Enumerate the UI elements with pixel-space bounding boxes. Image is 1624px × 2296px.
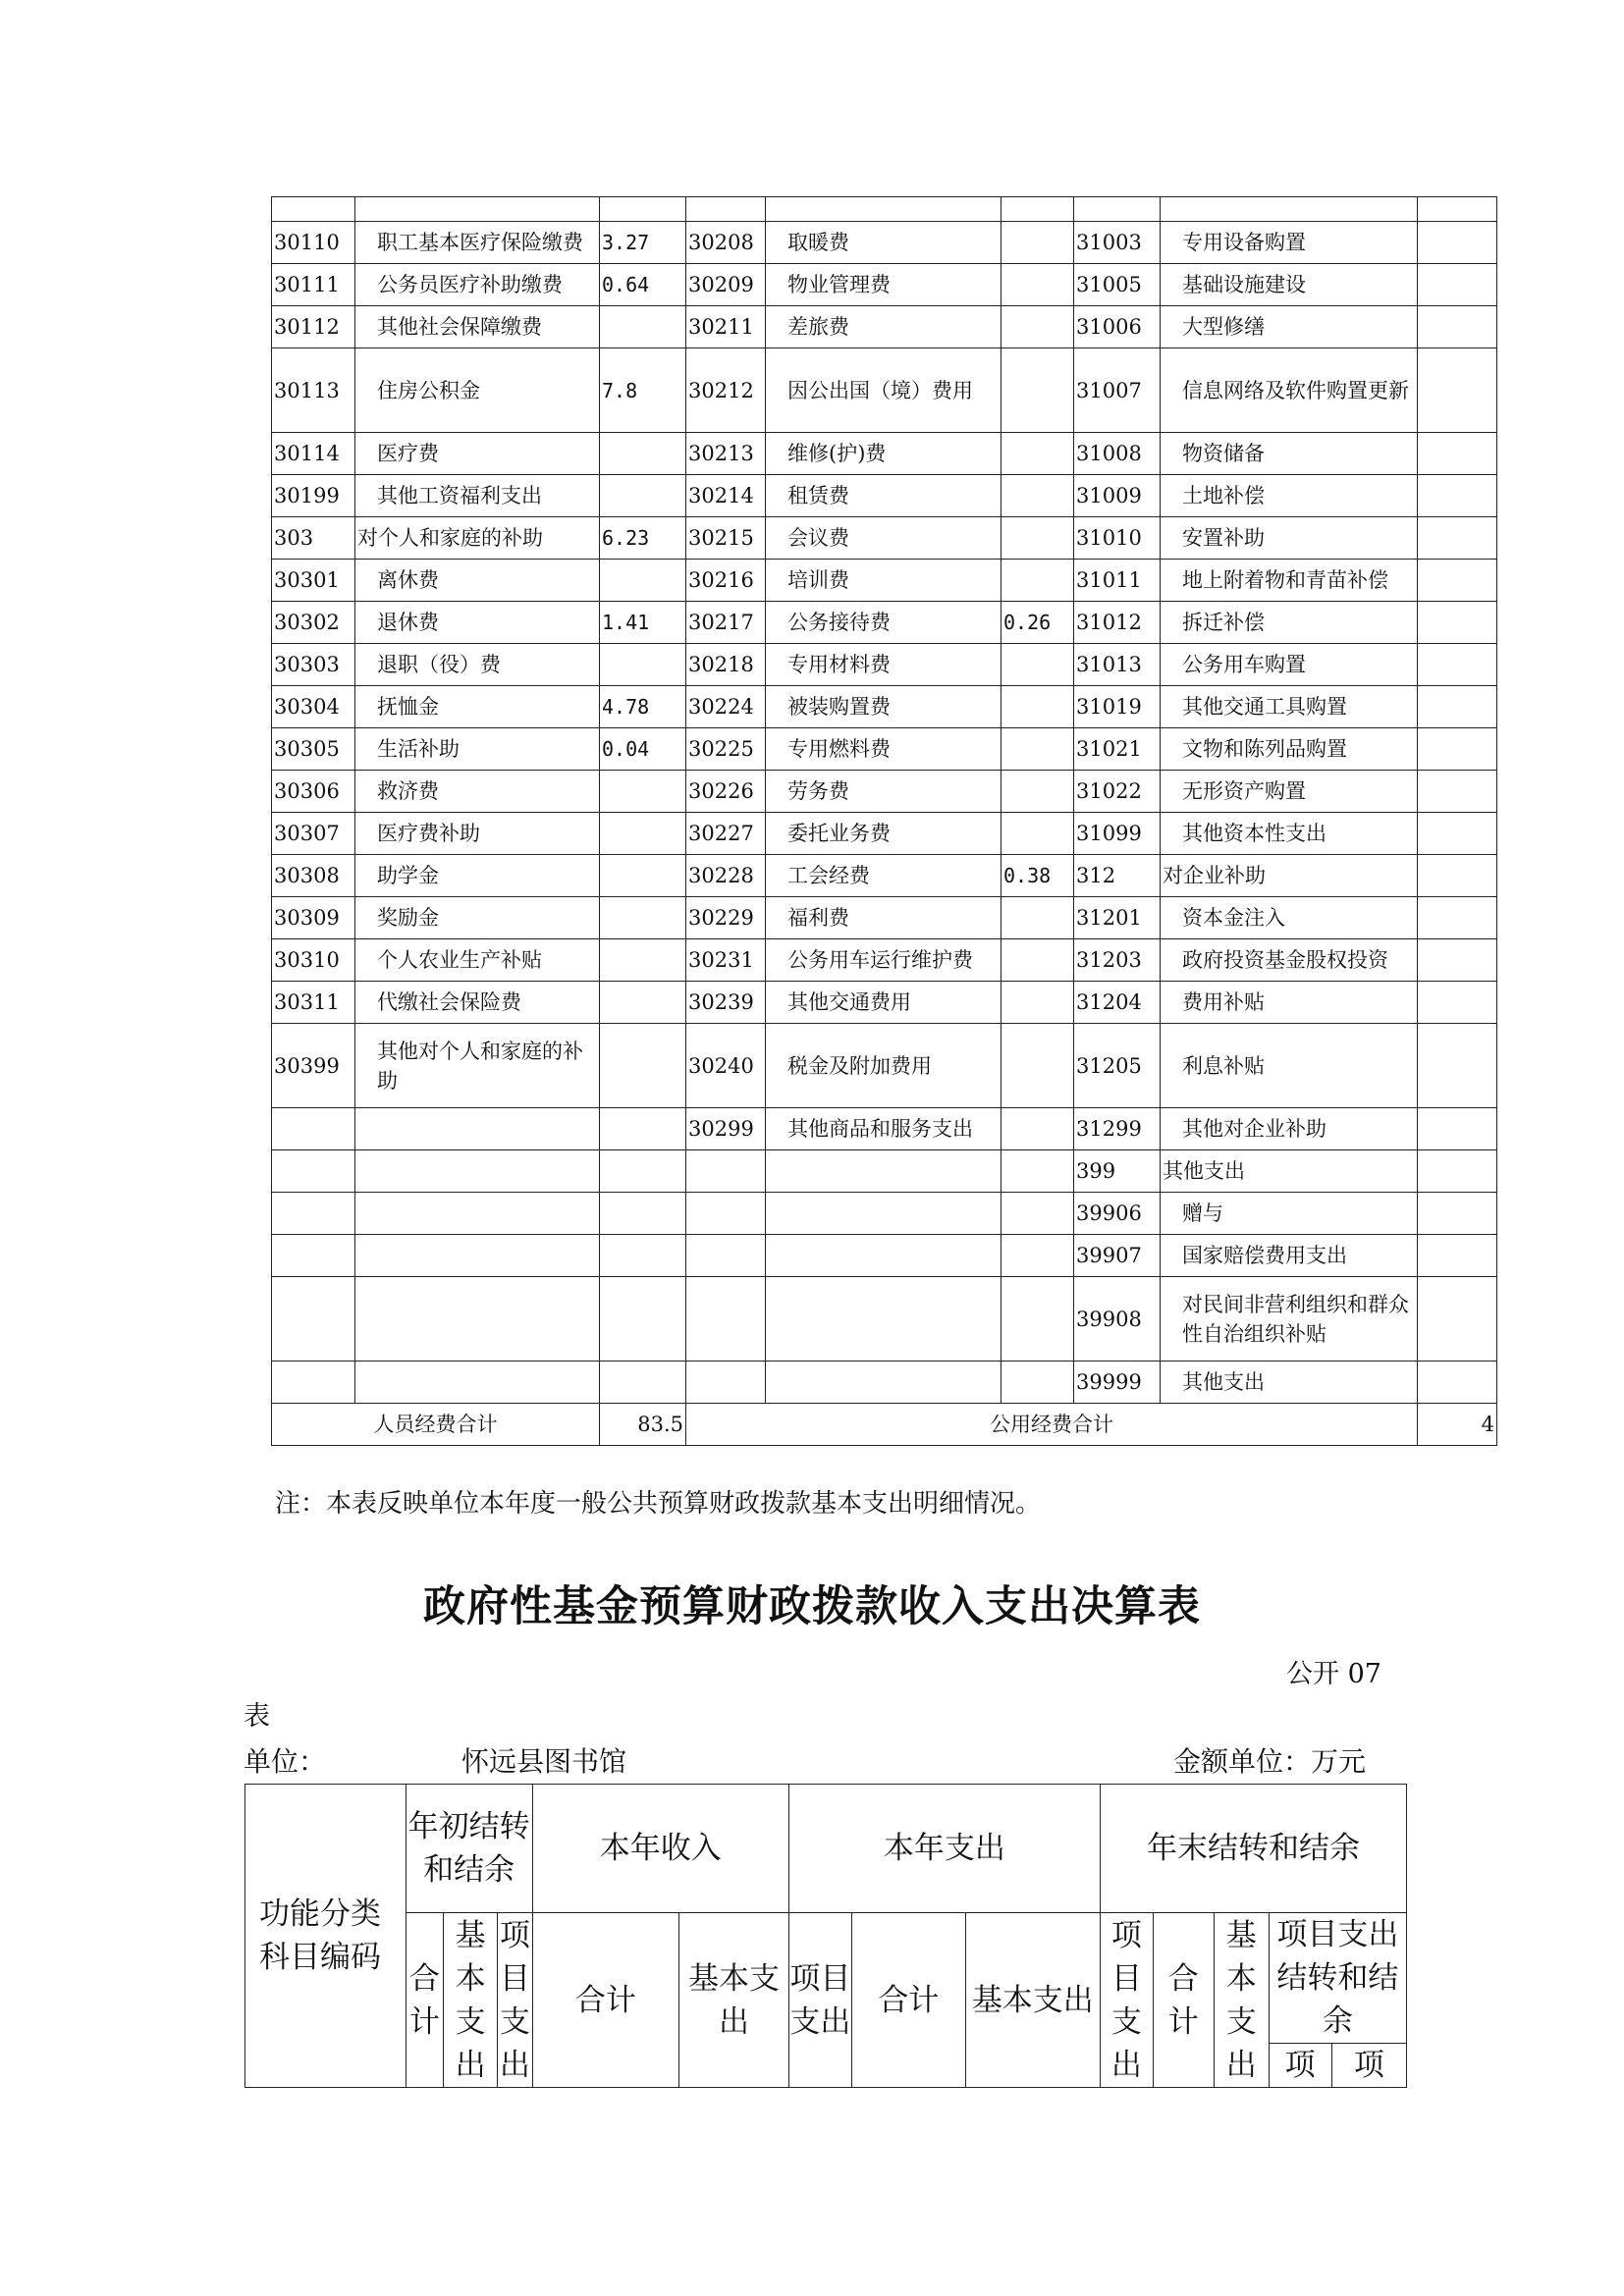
code-cell: 30309 [272,897,355,939]
amount-cell [600,813,686,855]
code-cell: 31013 [1074,644,1161,686]
name-cell: 其他支出 [1161,1150,1418,1193]
header-row-2 [245,1913,1407,2044]
amount-cell [1418,1150,1497,1193]
amount-cell [1001,1150,1074,1193]
code-cell: 30301 [272,560,355,602]
name-cell: 对民间非营利组织和群众性自治组织补贴 [1161,1277,1418,1362]
name-cell: 资本金注入 [1161,897,1418,939]
code-cell: 30199 [272,475,355,517]
header-expense-project: 项目支出 [788,1913,851,2088]
code-cell: 30211 [686,306,766,348]
code-cell: 30110 [272,222,355,264]
name-cell: 维修(护)费 [766,433,1001,475]
table-row [272,197,1497,222]
table-row [272,348,1497,433]
amount-cell [1001,1277,1074,1362]
table-body [272,197,1497,1446]
header-closing-total: 合计 [1153,1913,1214,2088]
header-opening: 年初结转和结余 [406,1785,532,1913]
amount-cell [1418,939,1497,982]
name-cell: 信息网络及软件购置更新 [1161,348,1418,433]
header-row-1 [245,1785,1407,1913]
amount-cell [1001,1193,1074,1235]
amount-cell [1001,644,1074,686]
amount-cell [1418,475,1497,517]
code-cell [686,1150,766,1193]
code-cell: 31007 [1074,348,1161,433]
name-cell: 其他对企业补助 [1161,1108,1418,1150]
name-cell [355,1277,600,1362]
code-cell: 30225 [686,728,766,771]
public-total-label: 公用经费合计 [686,1404,1418,1446]
amount-cell [1001,1362,1074,1404]
amount-cell [1001,560,1074,602]
code-cell: 30231 [686,939,766,982]
name-cell [766,1235,1001,1277]
amount-cell [1418,982,1497,1024]
amount-cell [1418,306,1497,348]
amount-cell [1418,517,1497,560]
code-cell: 39907 [1074,1235,1161,1277]
public-total-value: 4 [1418,1404,1497,1446]
header-code: 功能分类科目编码 [245,1785,406,2088]
code-cell: 30305 [272,728,355,771]
amount-cell [600,1024,686,1108]
code-cell: 31006 [1074,306,1161,348]
header-opening-total: 合计 [406,1913,444,2088]
header-opening-project: 项目支出 [498,1913,533,2088]
name-cell: 对个人和家庭的补助 [355,517,600,560]
code-cell [272,1277,355,1362]
code-cell: 30304 [272,686,355,728]
name-cell: 拆迁补偿 [1161,602,1418,644]
code-cell: 30113 [272,348,355,433]
header-closing: 年末结转和结余 [1100,1785,1406,1913]
table-row [272,602,1497,644]
amount-cell [1001,813,1074,855]
amount-cell [600,982,686,1024]
code-cell: 31011 [1074,560,1161,602]
amount-cell [600,644,686,686]
code-cell: 30240 [686,1024,766,1108]
amount-cell [1001,306,1074,348]
name-cell: 公务用车购置 [1161,644,1418,686]
code-cell: 31012 [1074,602,1161,644]
name-cell: 基础设施建设 [1161,264,1418,306]
amount-cell [1418,433,1497,475]
amount-cell [1418,1024,1497,1108]
code-cell [686,1193,766,1235]
code-cell: 31008 [1074,433,1161,475]
code-cell: 30224 [686,686,766,728]
table-row [272,982,1497,1024]
table-row [272,813,1497,855]
amount-cell [1001,475,1074,517]
amount-cell [600,1150,686,1193]
header-expense-total: 合计 [851,1913,965,2088]
header-closing-basic: 基本支出 [1214,1913,1269,2088]
name-cell: 公务员医疗补助缴费 [355,264,600,306]
form-number-suffix: 表 [244,1701,270,1732]
name-cell: 安置补助 [1161,517,1418,560]
code-cell: 30303 [272,644,355,686]
name-cell: 生活补助 [355,728,600,771]
amount-cell [600,306,686,348]
code-cell: 30299 [686,1108,766,1150]
name-cell: 利息补贴 [1161,1024,1418,1108]
name-cell: 租赁费 [766,475,1001,517]
amount-cell [1418,855,1497,897]
money-unit: 金额单位：万元 [1173,1745,1367,1778]
code-cell: 303 [272,517,355,560]
amount-cell [1418,222,1497,264]
code-cell: 31203 [1074,939,1161,982]
unit-name: 怀远县图书馆 [461,1745,627,1778]
personnel-total-value: 83.5 [600,1404,686,1446]
name-cell: 其他商品和服务支出 [766,1108,1001,1150]
code-cell: 31205 [1074,1024,1161,1108]
name-cell: 公务用车运行维护费 [766,939,1001,982]
code-cell: 30112 [272,306,355,348]
amount-cell [1001,686,1074,728]
table-row [272,222,1497,264]
amount-cell [1418,771,1497,813]
name-cell: 无形资产购置 [1161,771,1418,813]
name-cell: 会议费 [766,517,1001,560]
table-row [272,306,1497,348]
code-cell: 39999 [1074,1362,1161,1404]
name-cell: 对企业补助 [1161,855,1418,897]
amount-cell [1418,560,1497,602]
code-cell: 31299 [1074,1108,1161,1150]
name-cell: 奖励金 [355,897,600,939]
basic-expenditure-detail-table [271,196,1497,1446]
name-cell: 职工基本医疗保险缴费 [355,222,600,264]
name-cell [766,1362,1001,1404]
table-row [272,855,1497,897]
name-cell: 专用材料费 [766,644,1001,686]
code-cell: 30239 [686,982,766,1024]
name-cell [355,1235,600,1277]
name-cell: 退休费 [355,602,600,644]
table-row [272,1193,1497,1235]
header-item-2: 项 [1331,2044,1406,2088]
amount-cell [1418,264,1497,306]
table-row [272,897,1497,939]
code-cell: 31099 [1074,813,1161,855]
amount-cell [600,433,686,475]
code-cell: 30209 [686,264,766,306]
amount-cell [1418,897,1497,939]
name-cell: 其他对个人和家庭的补助 [355,1024,600,1108]
amount-cell [1001,433,1074,475]
name-cell [766,1277,1001,1362]
code-cell: 30229 [686,897,766,939]
code-cell: 39906 [1074,1193,1161,1235]
amount-cell [1001,517,1074,560]
amount-cell [600,475,686,517]
code-cell: 31005 [1074,264,1161,306]
name-cell: 公务接待费 [766,602,1001,644]
name-cell: 代缴社会保险费 [355,982,600,1024]
name-cell: 工会经费 [766,855,1001,897]
name-cell [766,1150,1001,1193]
amount-cell: 4.78 [600,686,686,728]
code-cell: 30399 [272,1024,355,1108]
amount-cell [600,897,686,939]
name-cell: 其他工资福利支出 [355,475,600,517]
total-row [272,1404,1497,1446]
code-cell [272,1235,355,1277]
table-row [272,517,1497,560]
code-cell: 30114 [272,433,355,475]
name-cell: 个人农业生产补贴 [355,939,600,982]
amount-cell [1001,264,1074,306]
code-cell [272,1150,355,1193]
name-cell: 助学金 [355,855,600,897]
amount-cell [1418,644,1497,686]
amount-cell [1418,1235,1497,1277]
code-cell: 30228 [686,855,766,897]
code-cell: 30111 [272,264,355,306]
amount-cell [1418,1362,1497,1404]
table-row [272,728,1497,771]
code-cell: 30310 [272,939,355,982]
name-cell: 劳务费 [766,771,1001,813]
code-cell: 39908 [1074,1277,1161,1362]
name-cell: 福利费 [766,897,1001,939]
header-income-total: 合计 [532,1913,678,2088]
amount-cell: 7.8 [600,348,686,433]
table-row [272,264,1497,306]
name-cell: 国家赔偿费用支出 [1161,1235,1418,1277]
name-cell: 因公出国（境）费用 [766,348,1001,433]
name-cell: 取暖费 [766,222,1001,264]
table-row [272,1024,1497,1108]
code-cell: 31019 [1074,686,1161,728]
amount-cell [1001,1108,1074,1150]
name-cell [355,1108,600,1150]
table-row [272,939,1497,982]
name-cell: 其他资本性支出 [1161,813,1418,855]
amount-cell [600,1108,686,1150]
name-cell: 退职（役）费 [355,644,600,686]
table-row [272,1150,1497,1193]
name-cell [355,1150,600,1193]
amount-cell [600,855,686,897]
amount-cell [1001,1024,1074,1108]
amount-cell [1418,602,1497,644]
name-cell: 文物和陈列品购置 [1161,728,1418,771]
code-cell: 31021 [1074,728,1161,771]
code-cell: 30311 [272,982,355,1024]
header-closing-project: 项目支出 [1100,1913,1153,2088]
header-opening-basic: 基本支出 [444,1913,498,2088]
code-cell: 30216 [686,560,766,602]
code-cell [272,1362,355,1404]
name-cell: 住房公积金 [355,348,600,433]
code-cell: 31010 [1074,517,1161,560]
name-cell: 其他交通工具购置 [1161,686,1418,728]
code-cell: 30302 [272,602,355,644]
table-row [272,433,1497,475]
table-row [272,686,1497,728]
name-cell: 培训费 [766,560,1001,602]
table-row [272,1362,1497,1404]
header-expense: 本年支出 [788,1785,1100,1913]
code-cell: 30307 [272,813,355,855]
unit-label: 单位： [244,1745,327,1778]
header-closing-project-carry: 项目支出结转和结余 [1269,1913,1406,2044]
amount-cell [1001,348,1074,433]
amount-cell [1418,813,1497,855]
code-cell: 399 [1074,1150,1161,1193]
amount-cell: 3.27 [600,222,686,264]
amount-cell [600,1362,686,1404]
name-cell: 被装购置费 [766,686,1001,728]
code-cell: 30226 [686,771,766,813]
code-cell [686,1362,766,1404]
code-cell: 30217 [686,602,766,644]
amount-cell [1418,1193,1497,1235]
code-cell: 30306 [272,771,355,813]
amount-cell [600,1235,686,1277]
code-cell: 30214 [686,475,766,517]
table-row [272,1235,1497,1277]
name-cell: 离休费 [355,560,600,602]
name-cell: 地上附着物和青苗补偿 [1161,560,1418,602]
amount-cell [1418,1277,1497,1362]
name-cell: 医疗费 [355,433,600,475]
amount-cell [1001,222,1074,264]
amount-cell [1418,348,1497,433]
amount-cell [1001,728,1074,771]
name-cell: 物资储备 [1161,433,1418,475]
code-cell: 30227 [686,813,766,855]
code-cell: 31204 [1074,982,1161,1024]
code-cell: 30213 [686,433,766,475]
name-cell: 赠与 [1161,1193,1418,1235]
header-income: 本年收入 [532,1785,788,1913]
name-cell: 大型修缮 [1161,306,1418,348]
government-fund-budget-table [244,1784,1407,2088]
code-cell: 30218 [686,644,766,686]
name-cell: 专用设备购置 [1161,222,1418,264]
name-cell: 其他支出 [1161,1362,1418,1404]
amount-cell [600,939,686,982]
name-cell: 专用燃料费 [766,728,1001,771]
name-cell: 救济费 [355,771,600,813]
code-cell: 31022 [1074,771,1161,813]
amount-cell: 0.26 [1001,602,1074,644]
name-cell: 政府投资基金股权投资 [1161,939,1418,982]
table-row [272,475,1497,517]
code-cell: 31201 [1074,897,1161,939]
personnel-total-label: 人员经费合计 [272,1404,600,1446]
table-note: 注：本表反映单位本年度一般公共预算财政拨款基本支出明细情况。 [275,1489,1042,1519]
code-cell: 30212 [686,348,766,433]
amount-cell: 1.41 [600,602,686,644]
code-cell [272,1193,355,1235]
amount-cell [1001,771,1074,813]
amount-cell: 6.23 [600,517,686,560]
code-cell: 30215 [686,517,766,560]
name-cell [355,1193,600,1235]
code-cell [686,1235,766,1277]
name-cell: 其他社会保障缴费 [355,306,600,348]
header-expense-basic: 基本支出 [965,1913,1100,2088]
header-item-1: 项 [1269,2044,1331,2088]
amount-cell [1418,728,1497,771]
amount-cell: 0.04 [600,728,686,771]
name-cell: 其他交通费用 [766,982,1001,1024]
code-cell: 31003 [1074,222,1161,264]
name-cell: 医疗费补助 [355,813,600,855]
amount-cell [600,1193,686,1235]
code-cell: 312 [1074,855,1161,897]
code-cell [686,1277,766,1362]
form-number: 公开 07 [1286,1659,1381,1689]
page-title: 政府性基金预算财政拨款收入支出决算表 [423,1582,1201,1631]
table-row [272,644,1497,686]
amount-cell [1001,897,1074,939]
code-cell: 31009 [1074,475,1161,517]
table-row [272,560,1497,602]
amount-cell [1001,1235,1074,1277]
amount-cell [600,560,686,602]
header-income-basic: 基本支出 [679,1913,789,2088]
table-row [272,1277,1497,1362]
amount-cell [600,771,686,813]
name-cell: 税金及附加费用 [766,1024,1001,1108]
name-cell: 土地补偿 [1161,475,1418,517]
table-row [272,1108,1497,1150]
amount-cell [1001,939,1074,982]
table-row [272,771,1497,813]
name-cell [355,1362,600,1404]
name-cell [766,1193,1001,1235]
name-cell: 抚恤金 [355,686,600,728]
amount-cell: 0.38 [1001,855,1074,897]
amount-cell [1418,1108,1497,1150]
name-cell: 费用补贴 [1161,982,1418,1024]
name-cell: 物业管理费 [766,264,1001,306]
amount-cell [600,1277,686,1362]
code-cell [272,1108,355,1150]
name-cell: 差旅费 [766,306,1001,348]
amount-cell [1418,686,1497,728]
code-cell: 30308 [272,855,355,897]
code-cell: 30208 [686,222,766,264]
name-cell: 委托业务费 [766,813,1001,855]
amount-cell: 0.64 [600,264,686,306]
amount-cell [1001,982,1074,1024]
